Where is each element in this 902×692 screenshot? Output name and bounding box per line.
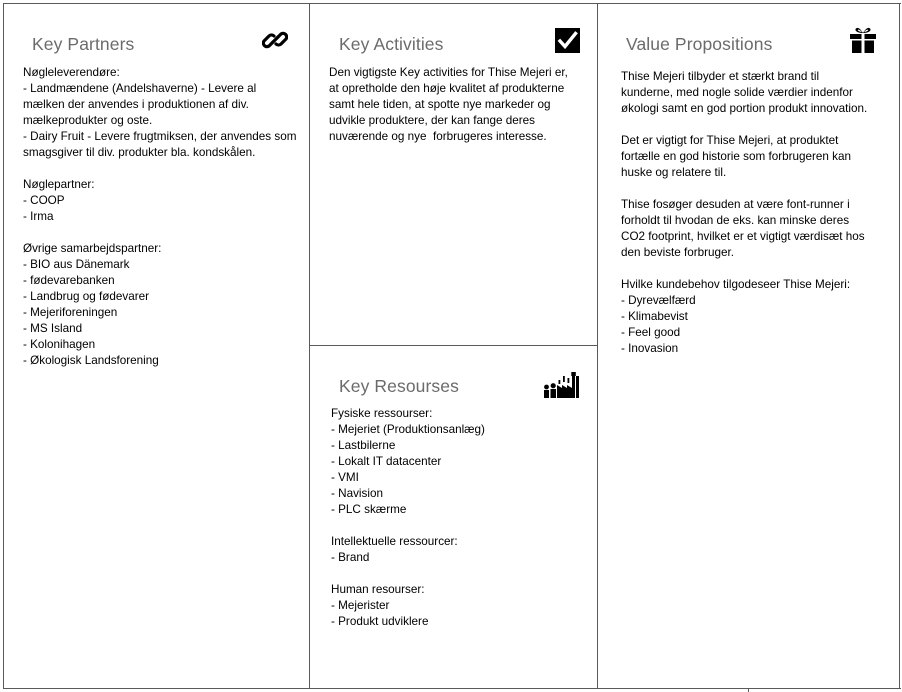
key-partners-title: Key Partners [32, 34, 135, 54]
gift-icon [849, 26, 877, 54]
link-icon [262, 27, 288, 53]
key-activities-title: Key Activities [339, 34, 444, 54]
key-resources-title: Key Resourses [339, 376, 459, 396]
canvas-border-right [899, 3, 900, 689]
key-partners-block [4, 4, 309, 688]
canvas-border-bottom [3, 688, 901, 689]
factory-people-icon [543, 371, 580, 399]
key-partners-text: Nøgleleverendøre: - Landmændene (Andelshaverne) - Levere al mælken der anvendes i produktionen af div. mælkeprodukter og oste. - Dairy Fruit - Levere frugtmiksen, der anvendes som smagsgiver til div. produkter bla. kondskålen. Nøglepartner: - COOP - Irma Øvrige samarbejdspartner: - BIO aus Dänemark - fødevarebanken - Landbrug og fødevarer - Mejeriforeningen - MS Island - Kolonihagen - Økologisk Landsforening [23, 66, 297, 367]
value-propositions-text: Thise Mejeri tilbyder et stærkt brand til kunderne, med nogle solide værdier indenfor økologi samt en god portion produkt innovation. Det er vigtigt for Thise Mejeri, at produktet fortælle en god historie som forbrugeren kan huske og relatere til. Thise fosøger desuden at være font-runner i forholdt til hvodan de eks. kan minske deres CO2 footprint, hvilket er et vigtigt værdisæt hos den beviste forbruger. Hvilke kundebehov tilgodeseer Thise Mejeri: - Dyrevælfærd - Klimabevist - Feel good - Inovasion [621, 70, 868, 355]
bottom-tick [748, 688, 749, 692]
value-propositions-block [598, 4, 899, 688]
key-activities-block [310, 4, 597, 345]
checkbox-icon [554, 27, 581, 54]
key-resources-text: Fysiske ressourser: - Mejeriet (Produktionsanlæg) - Lastbilerne - Lokalt IT datacenter - VMI - Navision - PLC skærme Intellektuelle ressourcer: - Brand Human resourser: - Mejerister - Produkt udviklere [331, 407, 485, 628]
key-activities-text: Den vigtigste Key activities for Thise Mejeri er, at opretholde den høje kvalitet af produkterne samt hele tiden, at spotte nye markeder og udvikle produktere, der kan fange deres nuværende og nye forbrugeres interesse. [329, 66, 572, 143]
key-resources-block [310, 346, 597, 688]
value-propositions-title: Value Propositions [626, 34, 773, 54]
